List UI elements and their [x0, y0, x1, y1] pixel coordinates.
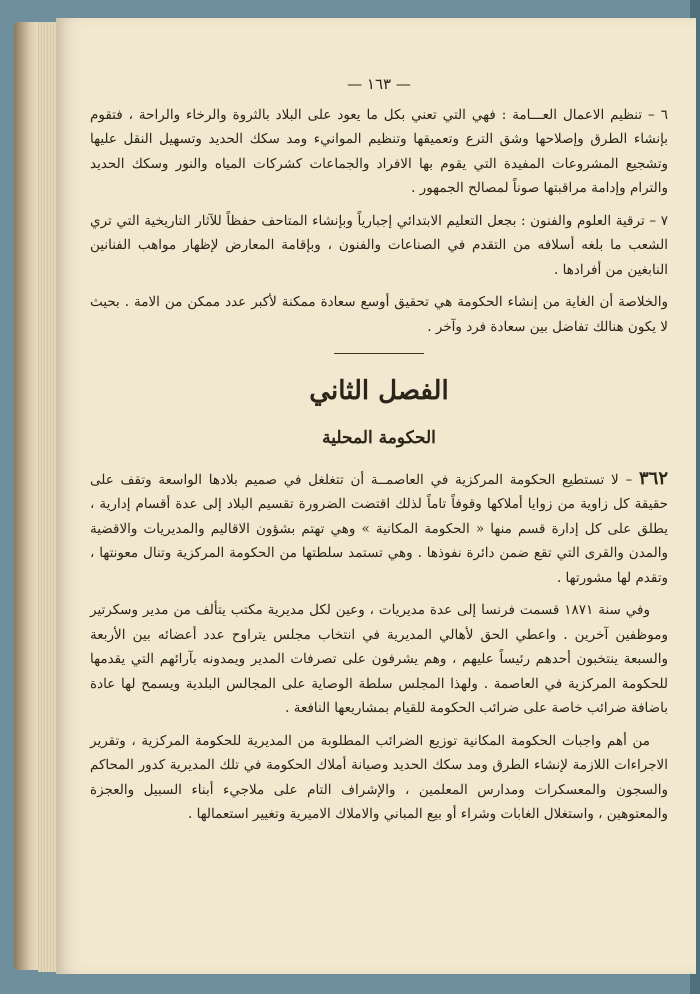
page-number: — ١٦٣ —: [347, 75, 411, 93]
paragraph-362: [90, 467, 668, 591]
page-content: [90, 72, 668, 835]
paragraph-duties: من أهم واجبات الحكومة المكانية توزيع الضرائب المطلوبة من المديرية للحكومة المركزية ، وتقرير الاجراءات اللازمة لإنشاء الطرق ومد سكك الحديد وصيانة أملاك الحكومة في تلك المديرية كدور المحاكم والسجون والمعسكرات ومدارس المعلمين ، والإشراف التام على ملاجيء أبناء السبيل والعجزة والمعتوهين ، واستغلال الغابات وشراء أو بيع المباني والاملاك الاميرية وتغيير استعمالها .: [90, 732, 668, 822]
paragraph-number: ٣٦٢: [638, 467, 668, 489]
section-divider: [334, 353, 424, 354]
list-item-6: ٦ – تنظيم الاعمال العـــامة : فهي التي تعني بكل ما يعود على البلاد بالثروة والرخاء والراحة ، فتقوم بإنشاء الطرق وإصلاحها وشق الترع وتعميقها وتنظيم الموانيء ومد سكك الحديد وتسهيل النقل عليها وتشجيع المشروعات المفيدة التي يقوم بها الافراد والجماعات كشركات المياه والنور وسكك الحديد والترام وإدامة مراقبتها صوناً لمصالح الجمهور .: [90, 106, 668, 196]
conclusion-paragraph: والخلاصة أن الغاية من إنشاء الحكومة هي تحقيق أوسع سعادة ممكنة لأكبر عدد ممكن من الامة . بحيث لا يكون هنالك تفاضل بين سعادة فرد وآخر .: [90, 294, 668, 335]
paragraph-france: وفي سنة ١٨٧١ قسمت فرنسا إلى عدة مديريات ، وعين لكل مديرية مكتب يتألف من مدير وسكرتير وموظفين آخرين . واعطي الحق لأهالي المديرية في انتخاب مجلس يتراوح عدد أعضائه بين الأربعة والسبعة ينتخبون أحدهم رئيساً عليهم ، وهم يشرفون على تصرفات المدير ويمدونه بآرائهم التي يقدمها للحكومة المركزية في العاصمة . ولهذا المجلس سلطة الوصاية على المجالس البلدية ويسمح لها عادة باضافة ضرائب خاصة على ضرائب الحكومة للقيام بمشاريعها النافعة .: [90, 602, 668, 716]
chapter-title: الفصل الثاني: [309, 376, 449, 406]
paragraph-text: – لا تستطيع الحكومة المركزية في العاصمــة أن تتغلغل في صميم بلادها الواسعة وتقف على حقيقة كل زاوية من زوايا أملاكها وقوفاً تاماً لذلك اقتضت الضرورة تقسيم البلاد إلى عدة أقسام إدارية ، يطلق على كل إدارة قسم منها « الحكومة المكانية » وهي تهتم بشؤون الاقاليم والمديريات والاقضية والمدن والقرى التي تقع ضمن دائرة نفوذها . وهي تستمد سلطتها من الحكومة المركزية وتنال معونتها ، وتقدم لها مشورتها .: [90, 471, 668, 586]
list-item-7: ٧ – ترقية العلوم والفنون : بجعل التعليم الابتدائي إجبارياً وبإنشاء المتاحف حفظاً للآثار التاريخية التي تري الشعب ما بلغه أسلافه من التقدم في الصناعات والفنون ، وبإقامة المعارض لإظهار مواهب الفنانين النابغين من أفرادها .: [90, 212, 668, 278]
section-title: الحكومة المحلية: [322, 428, 436, 448]
